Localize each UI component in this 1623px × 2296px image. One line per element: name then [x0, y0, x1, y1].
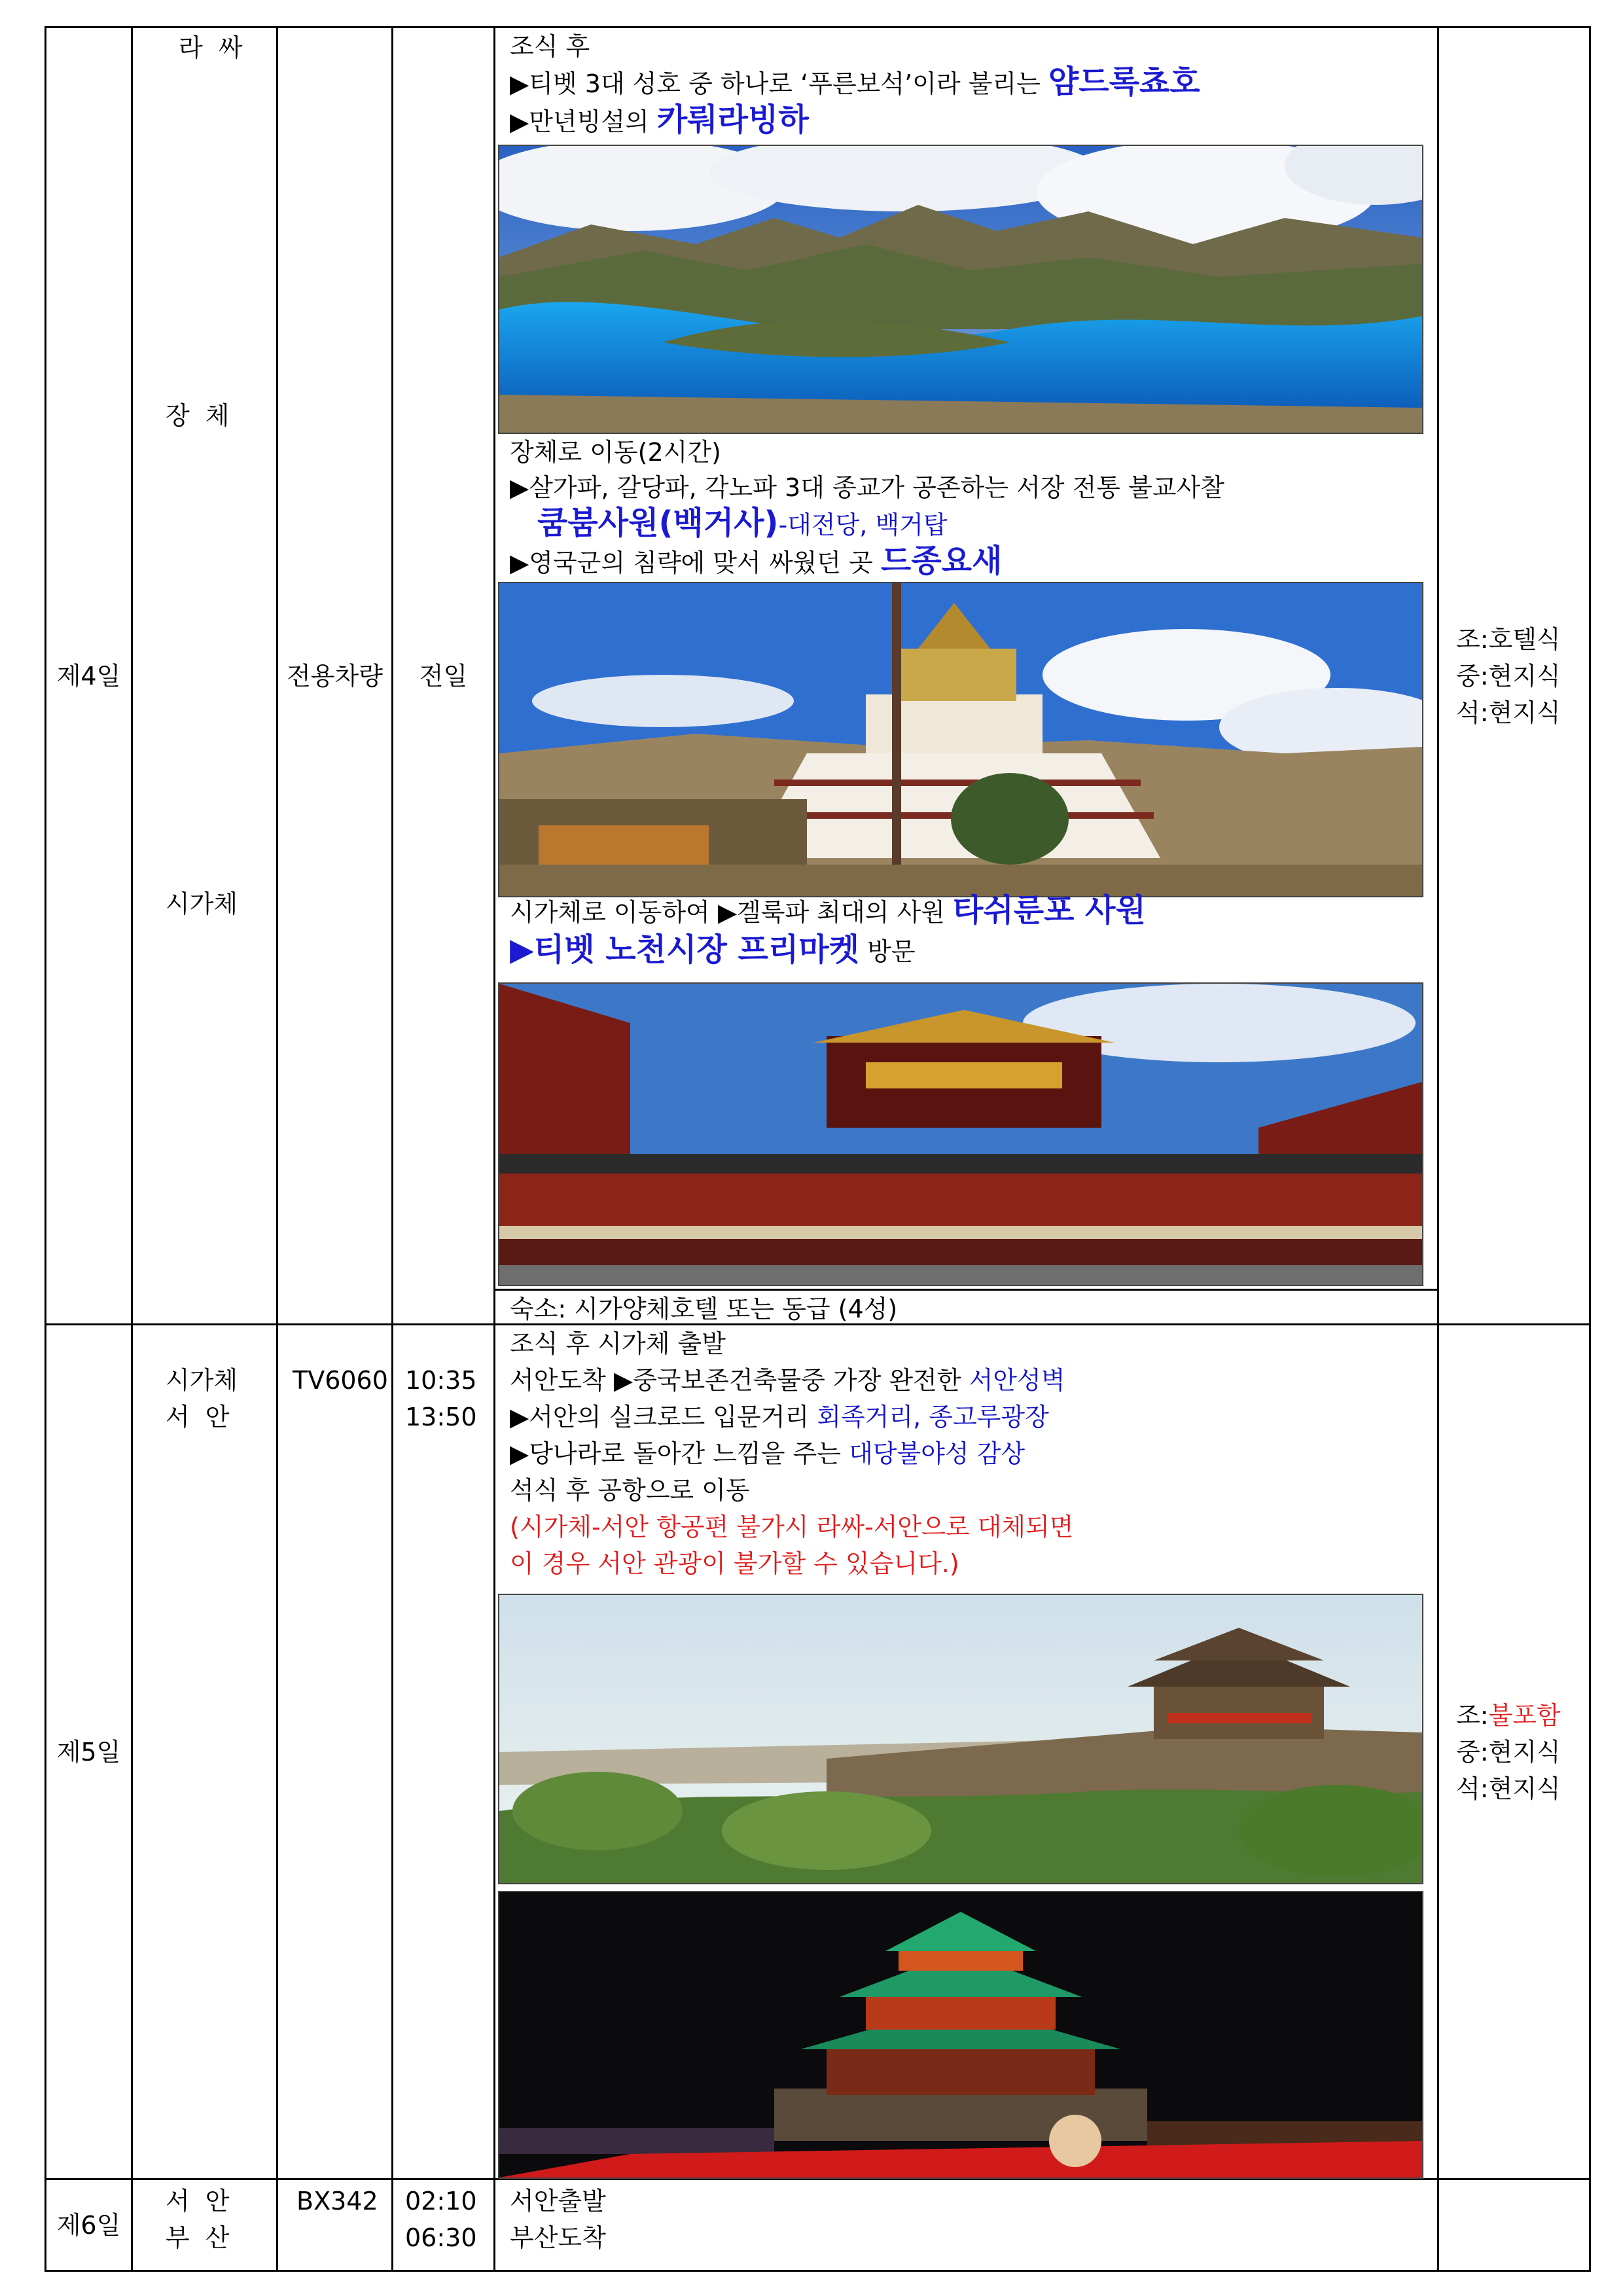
lodging-text: 숙소: 시가양체호텔 또는 동급 (4성) — [510, 1295, 898, 1323]
desc-line — [510, 543, 1002, 581]
photo-yamdrok-lake — [498, 145, 1423, 434]
photo-xian-city-wall — [498, 1594, 1423, 1884]
day5-meals — [1438, 1325, 1590, 2179]
highlight-yamdrok: 얌드록쵸호 — [1048, 63, 1200, 100]
day4-transport: 전용차량 — [277, 27, 393, 1325]
desc-line — [537, 505, 948, 543]
day4-description — [495, 27, 1438, 1325]
depart-time: 10:35 — [405, 1366, 477, 1395]
desc-line — [510, 931, 916, 970]
desc-line — [510, 1362, 1065, 1399]
desc-line: 장체로 이동(2시간) — [510, 438, 721, 467]
desc-line: 석식 후 공항으로 이동 — [510, 1476, 750, 1505]
lodging-line — [495, 1289, 1437, 1327]
desc-text: ▶만년빙설의 — [510, 107, 649, 136]
day4-row — [46, 27, 1590, 1325]
day5-row — [46, 1325, 1590, 2179]
day4-meals — [1438, 27, 1590, 1325]
photo-bell-tower-night — [498, 1891, 1423, 2179]
meal-lunch: 중:현지식 — [1456, 661, 1561, 691]
meal-dinner: 석:현지식 — [1456, 698, 1561, 727]
highlight-datang: 대당불야성 감상 — [849, 1439, 1026, 1468]
day4-time: 전일 — [393, 27, 495, 1325]
flight-number: TV6060 — [293, 1366, 388, 1395]
meal-label: 조: — [1456, 1700, 1489, 1730]
day6-places — [132, 2179, 277, 2271]
notice-line: 이 경우 서안 관광이 불가할 수 있습니다.) — [510, 1549, 959, 1578]
highlight-city-wall: 서안성벽 — [969, 1366, 1065, 1395]
place-gyantse: 장 체 — [166, 401, 234, 430]
desc-text: ▶당나라로 돌아간 느낌을 주는 — [510, 1439, 841, 1468]
day6-transport — [277, 2179, 393, 2271]
meal-dinner: 석:현지식 — [1456, 1774, 1561, 1803]
desc-text: ▶영국군의 침략에 맞서 싸웠던 곳 — [510, 548, 873, 577]
arrive-time: 06:30 — [405, 2223, 477, 2252]
photo-tashilhunpo — [498, 982, 1423, 1286]
desc-text: ▶서안의 실크로드 입문거리 — [510, 1403, 810, 1431]
desc-line: ▶살가파, 갈당파, 각노파 3대 종교가 공존하는 서장 전통 불교사찰 — [510, 473, 1224, 502]
itinerary-table — [45, 26, 1591, 2272]
desc-line — [510, 101, 809, 140]
day4-places — [132, 27, 277, 1325]
notice-line: (시가체-서안 항공편 불가시 라싸-서안으로 대체되면 — [510, 1513, 1074, 1541]
meal-breakfast: 조:호텔식 — [1456, 624, 1561, 654]
arrive-time: 13:50 — [405, 1403, 477, 1431]
desc-text: ▶티벳 3대 성호 중 하나로 ‘푸른보석’이라 불리는 — [510, 69, 1041, 98]
day6-label: 제6일 — [46, 2179, 132, 2271]
place-xian: 서 안 — [166, 2187, 234, 2215]
day6-row — [46, 2179, 1590, 2271]
highlight-dzong: 드종요새 — [880, 543, 1003, 579]
day5-transport — [277, 1325, 393, 2179]
desc-line — [510, 892, 1146, 931]
desc-text: 시가체로 이동하여 ▶겔룩파 최대의 사원 — [510, 898, 945, 927]
day4-label: 제4일 — [46, 27, 132, 1325]
day6-meals — [1438, 2179, 1590, 2271]
highlight-muslim-street: 회족거리, 종고루광장 — [817, 1403, 1049, 1431]
day6-times — [393, 2179, 495, 2271]
desc-line — [510, 63, 1200, 102]
desc-line — [510, 1435, 1025, 1472]
place-lhasa: 라 싸 — [179, 33, 247, 62]
highlight-glacier: 카뤄라빙하 — [656, 101, 809, 138]
desc-line: 조식 후 — [510, 32, 590, 61]
desc-line — [510, 1399, 1049, 1435]
desc-sub: -대전당, 백거탑 — [778, 511, 948, 539]
desc-text: 서안도착 ▶중국보존건축물중 가장 완전한 — [510, 1366, 961, 1395]
meal-not-included: 불포함 — [1488, 1700, 1561, 1730]
place-busan: 부 산 — [166, 2223, 234, 2252]
day5-description — [495, 1325, 1438, 2179]
place-shigatse: 시가체 — [166, 1366, 238, 1395]
depart-time: 02:10 — [405, 2187, 477, 2215]
desc-text: 방문 — [867, 937, 916, 966]
desc-line: 부산도착 — [510, 2223, 606, 2252]
highlight-market: ▶티벳 노천시장 프리마켓 — [510, 931, 860, 968]
desc-line: 조식 후 시가체 출발 — [510, 1329, 726, 1358]
day5-label: 제5일 — [46, 1325, 132, 2179]
day6-description — [495, 2179, 1438, 2271]
place-shigatse: 시가체 — [166, 889, 238, 918]
day5-times — [393, 1325, 495, 2179]
flight-number: BX342 — [296, 2187, 378, 2215]
photo-kumbum-stupa — [498, 582, 1423, 897]
highlight-kumbum: 쿰붐사원(백거사) — [537, 505, 779, 541]
meal-breakfast — [1456, 1697, 1589, 1734]
meal-lunch: 중:현지식 — [1456, 1737, 1561, 1767]
desc-line: 서안출발 — [510, 2187, 606, 2215]
day5-places — [132, 1325, 277, 2179]
place-xian: 서 안 — [166, 1403, 234, 1431]
highlight-tashilhunpo: 타쉬룬포 사원 — [952, 892, 1146, 929]
